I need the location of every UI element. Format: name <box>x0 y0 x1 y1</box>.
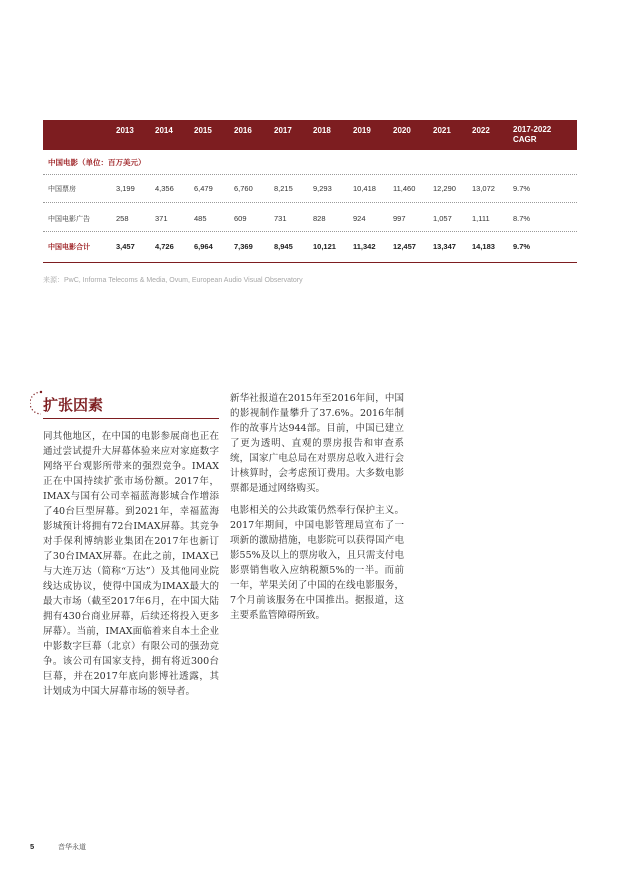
right-column <box>230 391 404 623</box>
table-row <box>43 174 577 202</box>
table-cell: 13,072 <box>472 184 495 193</box>
table-cell: 8,215 <box>274 184 293 193</box>
cagr-cell: 9.7% <box>513 184 531 193</box>
year-header: 2016 <box>234 126 252 135</box>
footer-text: 音华永道 <box>58 843 86 851</box>
right-paragraph-2: 电影相关的公共政策仍然奉行保护主义。2017年期间，中国电影管理局宣布了一项新的激励措施，电影院可以获得国产电影55%及以上的票房收入，且只需支付电影票销售收入应纳税额5%的一半。而前一年，苹果关闭了中国的在线电影服务，7个月前该服务在中国推出。据报道，这主要系监管障碍所致。 <box>230 505 404 621</box>
table-cell: 7,369 <box>234 242 253 251</box>
table-cell: 1,057 <box>433 214 452 223</box>
table-cell: 10,418 <box>353 184 376 193</box>
table-source: 来源：PwC, Informa Telecoms & Media, Ovum, European Audio Visual Observatory <box>43 277 303 284</box>
year-header: 2018 <box>313 126 331 135</box>
right-paragraph-1: 新华社报道在2015年至2016年间，中国的影视制作量攀升了37.6%。2016年制作的故事片达944部。目前，中国已建立了更为透明、直观的票房报告和审查系统，国家广电总局在对票房总收入进行会计核算时，会考虑预订费用。大多数电影票都是通过网络购买。 <box>230 393 404 494</box>
year-header: 2014 <box>155 126 173 135</box>
table-row <box>43 204 577 232</box>
year-header: 2020 <box>393 126 411 135</box>
table-section-label: 中国电影（单位：百万美元） <box>48 158 146 167</box>
cagr-header <box>513 125 551 145</box>
table-cell: 609 <box>234 214 247 223</box>
section-rule <box>43 418 219 419</box>
table-cell: 13,347 <box>433 242 456 251</box>
table-cell: 4,726 <box>155 242 174 251</box>
left-column <box>43 429 219 699</box>
table-cell: 997 <box>393 214 406 223</box>
year-header: 2013 <box>116 126 134 135</box>
table-cell: 258 <box>116 214 129 223</box>
table-cell: 12,290 <box>433 184 456 193</box>
year-header: 2022 <box>472 126 490 135</box>
table-cell: 4,356 <box>155 184 174 193</box>
table-row-total <box>43 232 577 260</box>
table-cell: 924 <box>353 214 366 223</box>
cagr-header-line1: 2017-2022 <box>513 125 552 134</box>
table-cell: 6,760 <box>234 184 253 193</box>
table-cell: 3,457 <box>116 242 135 251</box>
cagr-header-line2: CAGR <box>513 135 537 144</box>
table-cell: 8,945 <box>274 242 293 251</box>
page-number: 5 <box>30 842 35 851</box>
table-cell: 14,183 <box>472 242 495 251</box>
table-cell: 12,457 <box>393 242 416 251</box>
year-header: 2017 <box>274 126 292 135</box>
table-cell: 828 <box>313 214 326 223</box>
table-cell: 6,964 <box>194 242 213 251</box>
table-cell: 11,342 <box>353 242 376 251</box>
table-cell: 485 <box>194 214 207 223</box>
row-name: 中国电影合计 <box>48 243 90 251</box>
year-header: 2021 <box>433 126 451 135</box>
table-cell: 9,293 <box>313 184 332 193</box>
table-cell: 731 <box>274 214 287 223</box>
year-header: 2019 <box>353 126 371 135</box>
table-cell: 371 <box>155 214 168 223</box>
table-cell: 1,111 <box>472 214 490 223</box>
table-cell: 11,460 <box>393 184 416 193</box>
row-divider <box>43 202 577 203</box>
left-paragraph: 同其他地区，在中国的电影参展商也正在通过尝试提升大屏幕体验来应对家庭数字网络平台观影所带来的强烈竞争。IMAX正在中国持续扩张市场份额。2017年，IMAX与国有公司幸福蓝海影城合作增添了40台巨型屏幕。到2021年，幸福蓝海影城预计将拥有72台IMAX屏幕。其竞争对手保利博纳影业集团在2017年也新订了30台IMAX屏幕。在此之前，IMAX已与大连万达（简称“万达”）及其他同业院线达成协议，使得中国成为IMAX最大的最大市场（截至2017年6月，在中国大陆拥有430台商业屏幕，后续还将投入更多屏幕）。当前，IMAX面临着来自本土企业中影数字巨幕（北京）有限公司的强劲竞争。该公司有国家支持，拥有将近300台巨幕，并在2017年底向影博社透露，其计划成为中国大屏幕市场的领导者。 <box>43 431 219 697</box>
table-header-band <box>43 120 577 150</box>
row-name: 中国电影广告 <box>48 215 90 223</box>
table-cell: 3,199 <box>116 184 135 193</box>
cagr-cell: 8.7% <box>513 214 531 223</box>
row-name: 中国票房 <box>48 185 76 193</box>
table-cell: 6,479 <box>194 184 213 193</box>
cagr-cell: 9.7% <box>513 242 531 251</box>
year-header: 2015 <box>194 126 212 135</box>
table-bottom-rule <box>43 262 577 263</box>
section-title: 扩张因素 <box>43 396 104 414</box>
table-cell: 10,121 <box>313 242 336 251</box>
